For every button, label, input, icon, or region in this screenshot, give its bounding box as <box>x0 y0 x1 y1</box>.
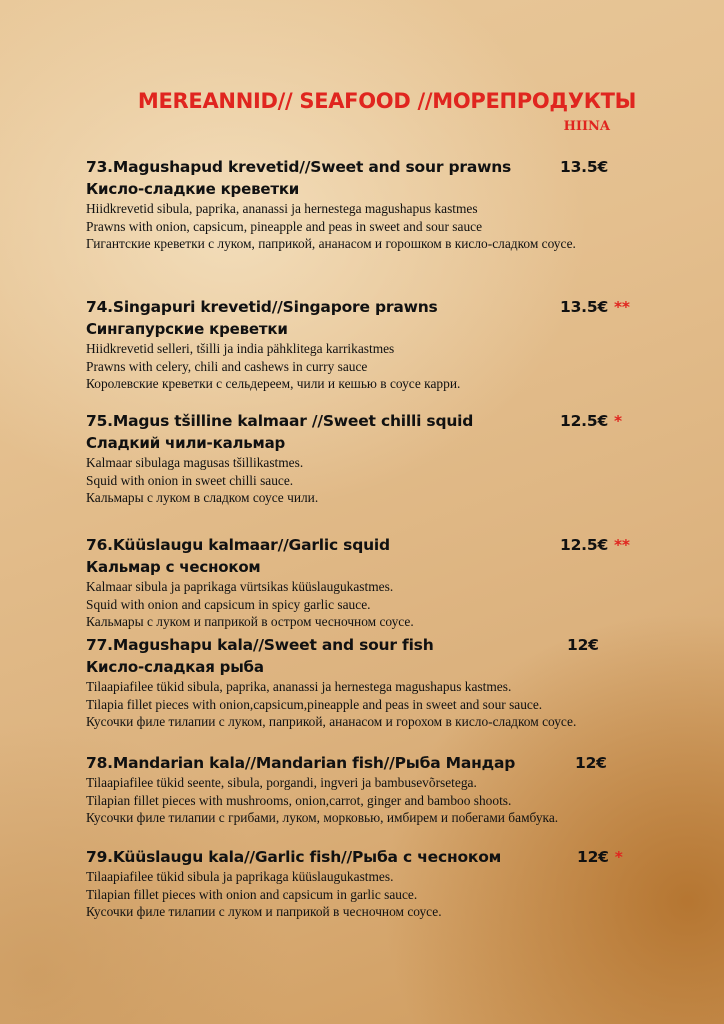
menu-title: MEREANNID// SEAFOOD //МОРЕПРОДУКТЫ <box>137 89 637 113</box>
spicy-stars: ** <box>614 298 630 316</box>
desc-estonian: Hiidkrevetid sibula, paprika, ananassi ja hernestega magushapus kastmes <box>86 201 478 216</box>
item-price: 12.5€ * <box>560 412 622 430</box>
desc-russian: Гигантские креветки с луком, паприкой, ананасом и горошком в кисло-сладком соусе. <box>86 236 576 251</box>
menu-subtitle: HIINA <box>563 119 610 134</box>
item-price: 12€ * <box>577 848 623 866</box>
menu-item <box>86 411 656 507</box>
desc-estonian: Tilaapiafilee tükid sibula, paprika, ananassi ja hernestega magushapus kastmes. <box>86 679 512 694</box>
desc-english: Squid with onion in sweet chilli sauce. <box>86 472 294 488</box>
desc-english: Tilapian fillet pieces with mushrooms, onion,carrot, ginger and bamboo shoots. <box>86 792 512 808</box>
item-price: 13.5€ ** <box>560 298 630 316</box>
desc-english: Prawns with onion, capsicum, pineapple and peas in sweet and sour sauce <box>86 218 483 234</box>
item-name: 79.Küüslaugu kala//Garlic fish//Рыба с чесноком <box>86 848 502 866</box>
item-name-row <box>86 753 656 774</box>
menu-item <box>86 157 656 253</box>
item-name-row <box>86 297 656 318</box>
desc-english: Tilapia fillet pieces with onion,capsicum,pineapple and peas in sweet and sour sauce. <box>86 696 543 712</box>
desc-russian: Королевские креветки с сельдереем, чили и кешью в соусе карри. <box>86 376 461 391</box>
menu-item <box>86 535 656 631</box>
desc-estonian: Kalmaar sibulaga magusas tšillikastmes. <box>86 455 304 470</box>
desc-russian: Кусочки филе тилапии с грибами, луком, морковью, имбирем и побегами бамбука. <box>86 810 559 825</box>
item-name-row <box>86 847 656 868</box>
desc-english: Tilapian fillet pieces with onion and capsicum in garlic sauce. <box>86 886 418 902</box>
item-name: 75.Magus tšilline kalmaar //Sweet chilli squid <box>86 412 474 430</box>
spicy-stars: * <box>614 848 623 866</box>
menu-item <box>86 297 656 393</box>
item-name-row <box>86 635 656 656</box>
item-name-row <box>86 535 656 556</box>
item-name: 76.Küüslaugu kalmaar//Garlic squid <box>86 536 390 554</box>
item-name: 73.Magushapud krevetid//Sweet and sour prawns <box>86 158 512 176</box>
desc-english: Prawns with celery, chili and cashews in curry sauce <box>86 358 368 374</box>
menu-item <box>86 635 656 731</box>
desc-estonian: Tilaapiafilee tükid sibula ja paprikaga küüslaugukastmes. <box>86 869 394 884</box>
item-name-row <box>86 157 656 178</box>
item-name-row <box>86 411 656 432</box>
desc-russian: Кусочки филе тилапии с луком, паприкой, ананасом и горохом в кисло-сладком соусе. <box>86 714 577 729</box>
item-russian-name: Сладкий чили-кальмар <box>86 434 286 452</box>
desc-russian: Кальмары с луком и паприкой в остром чесночном соусе. <box>86 614 414 629</box>
desc-russian: Кусочки филе тилапии с луком и паприкой в чесночном соусе. <box>86 904 442 919</box>
desc-russian: Кальмары с луком в сладком соусе чили. <box>86 490 319 505</box>
desc-english: Squid with onion and capsicum in spicy garlic sauce. <box>86 596 371 612</box>
item-price: 12€ <box>567 636 599 654</box>
desc-estonian: Hiidkrevetid selleri, tšilli ja india pähklitega karrikastmes <box>86 341 395 356</box>
item-price: 13.5€ <box>560 158 609 176</box>
item-name: 78.Mandarian kala//Mandarian fish//Рыба Мандар <box>86 754 516 772</box>
item-russian-name: Кальмар с чесноком <box>86 558 261 576</box>
menu-item <box>86 753 656 827</box>
item-russian-name: Кисло-сладкая рыба <box>86 658 264 676</box>
spicy-stars: ** <box>614 536 630 554</box>
spicy-stars: * <box>614 412 622 430</box>
item-name: 74.Singapuri krevetid//Singapore prawns <box>86 298 438 316</box>
item-russian-name: Кисло-сладкие креветки <box>86 180 300 198</box>
desc-estonian: Kalmaar sibula ja paprikaga vürtsikas küüslaugukastmes. <box>86 579 394 594</box>
item-price: 12.5€ ** <box>560 536 630 554</box>
item-price: 12€ <box>575 754 607 772</box>
desc-estonian: Tilaapiafilee tükid seente, sibula, porgandi, ingveri ja bambusevõrsetega. <box>86 775 477 790</box>
item-name: 77.Magushapu kala//Sweet and sour fish <box>86 636 434 654</box>
menu-item <box>86 847 656 921</box>
item-russian-name: Сингапурские креветки <box>86 320 288 338</box>
